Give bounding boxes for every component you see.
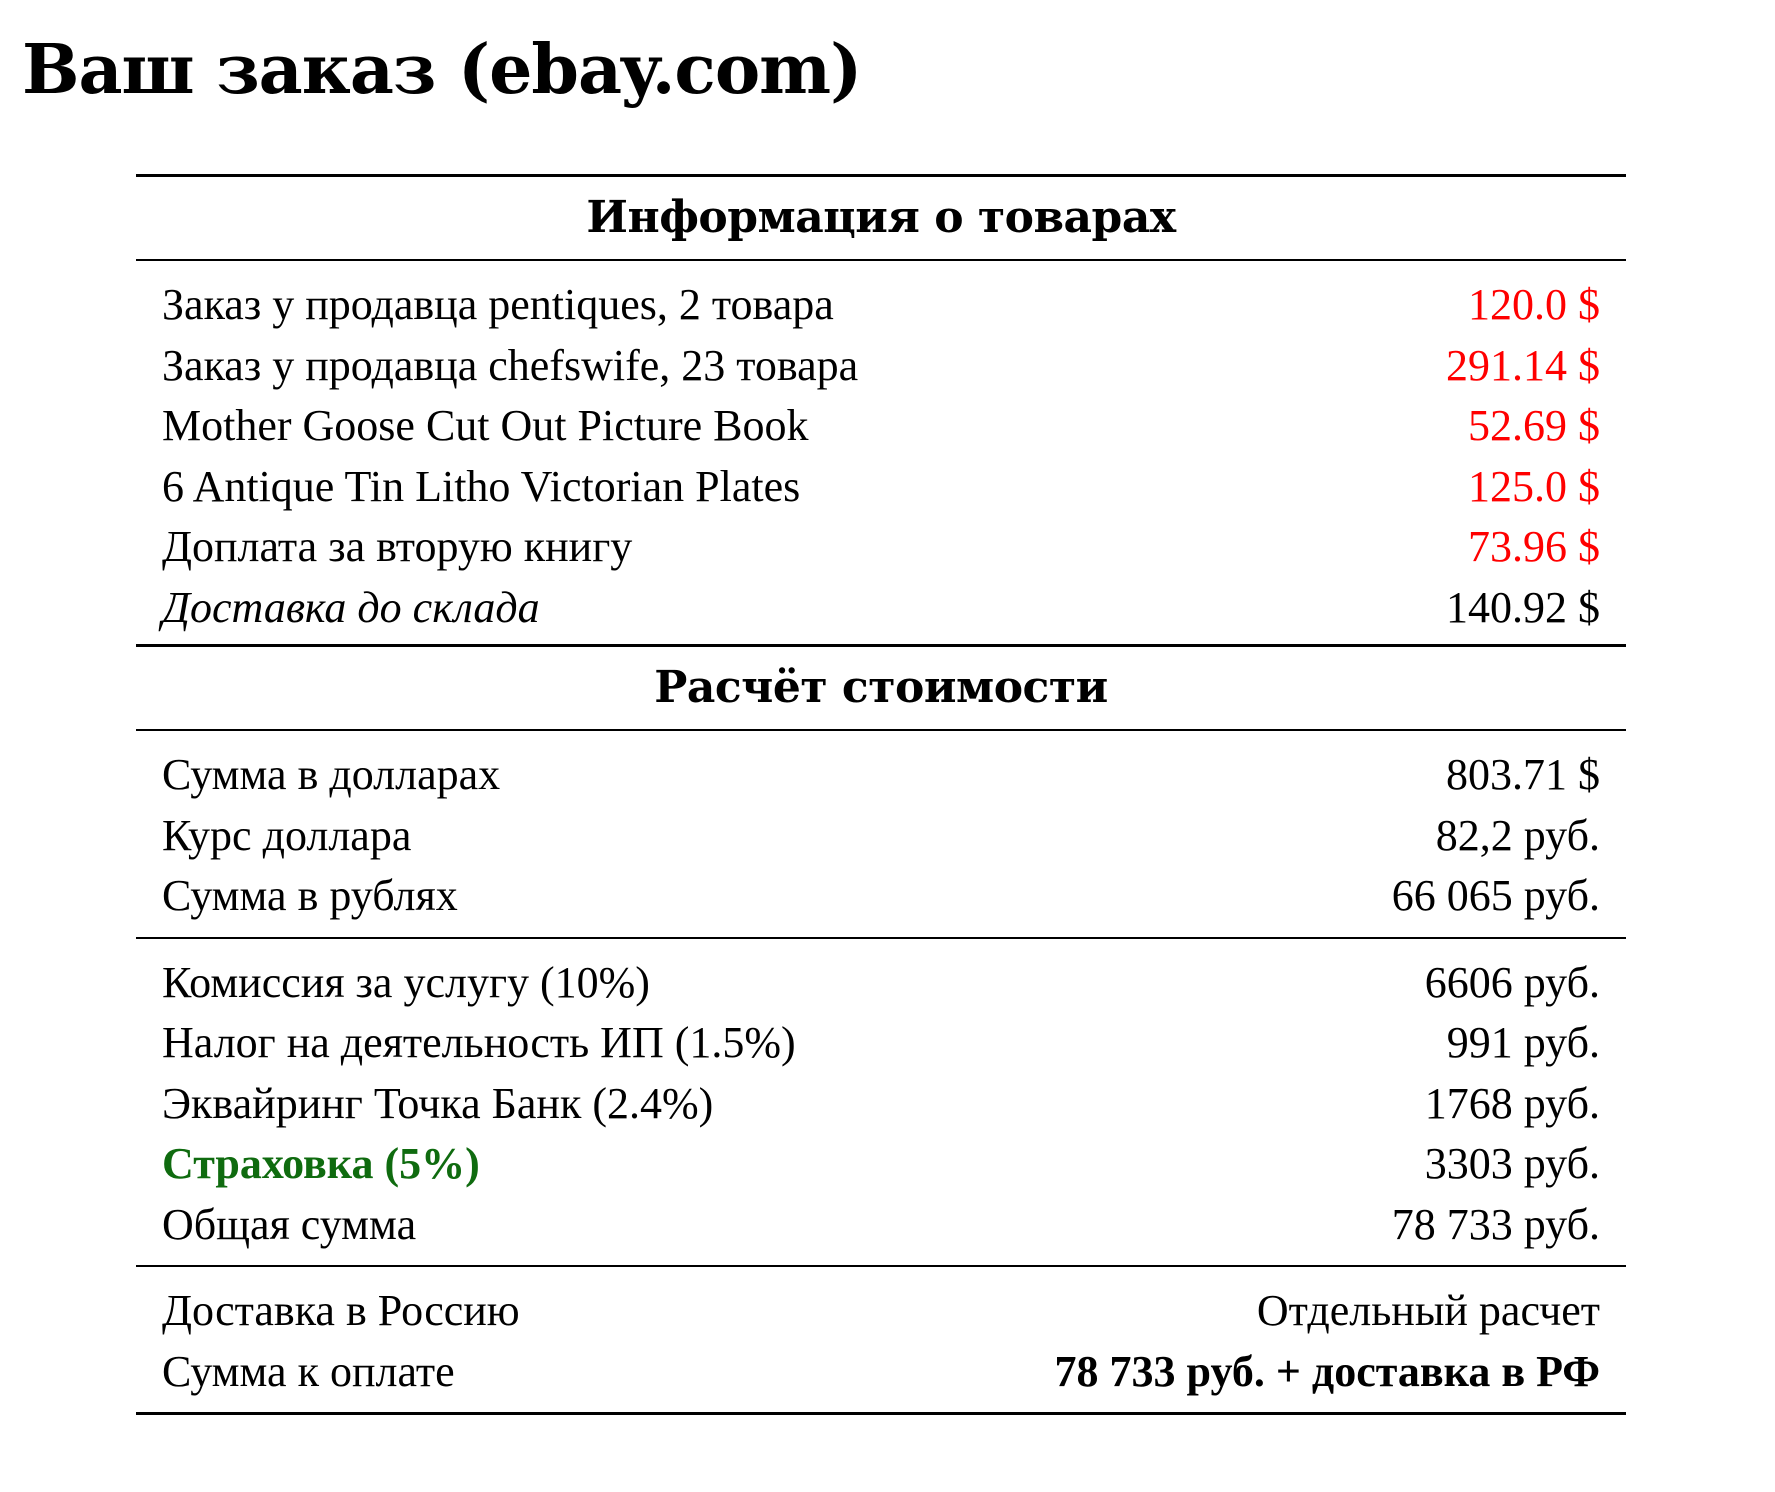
row-value: 6606 руб. xyxy=(1424,957,1600,1007)
item-row-tin-plates xyxy=(162,457,1600,518)
row-label: Сумма к оплате xyxy=(162,1346,455,1396)
item-price: 52.69 $ xyxy=(1468,401,1600,450)
row-value: 1768 руб. xyxy=(1424,1078,1600,1128)
item-label: Mother Goose Cut Out Picture Book xyxy=(162,401,809,450)
russia-shipping-row xyxy=(162,1281,1600,1342)
item-price: 125.0 $ xyxy=(1468,461,1600,511)
item-row-pentiques xyxy=(162,275,1600,336)
commission-row xyxy=(162,953,1600,1014)
row-label: Эквайринг Точка Банк (2.4%) xyxy=(162,1078,714,1128)
item-label: 6 Antique Tin Litho Victorian Plates xyxy=(162,461,801,511)
conversion-list xyxy=(136,731,1626,937)
row-label: Налог на деятельность ИП (1.5%) xyxy=(162,1018,796,1067)
row-value: 78 733 руб. xyxy=(1391,1199,1600,1249)
row-value: Отдельный расчет xyxy=(1256,1286,1600,1335)
final-list xyxy=(136,1267,1626,1412)
item-price: 120.0 $ xyxy=(1468,280,1600,329)
table-bottom-rule xyxy=(136,1412,1626,1415)
row-label: Общая сумма xyxy=(162,1199,417,1249)
item-price: 73.96 $ xyxy=(1468,522,1600,571)
item-price: 291.14 $ xyxy=(1446,340,1600,390)
tax-row xyxy=(162,1013,1600,1074)
sum-usd-row xyxy=(162,745,1600,806)
page-title: Ваш заказ (ebay.com) xyxy=(22,30,862,110)
shipping-price: 140.92 $ xyxy=(1446,582,1600,632)
items-section-header: Информация о товарах xyxy=(586,192,1176,243)
row-label: Доставка в Россию xyxy=(162,1286,520,1335)
fees-list xyxy=(136,939,1626,1266)
row-label: Курс доллара xyxy=(162,810,412,860)
item-label: Заказ у продавца pentiques, 2 товара xyxy=(162,280,834,329)
row-value: 82,2 руб. xyxy=(1435,810,1600,860)
row-value: 991 руб. xyxy=(1446,1018,1600,1067)
sum-rub-row xyxy=(162,866,1600,927)
amount-due-row xyxy=(162,1342,1600,1403)
row-value: 66 065 руб. xyxy=(1391,871,1600,920)
items-list xyxy=(136,261,1626,644)
shipping-label: Доставка до склада xyxy=(162,582,540,632)
row-value: 3303 руб. xyxy=(1424,1139,1600,1188)
item-row-second-book-surcharge xyxy=(162,517,1600,578)
item-label: Заказ у продавца chefswife, 23 товара xyxy=(162,340,859,390)
insurance-label: Страховка (5%) xyxy=(162,1139,480,1188)
exchange-rate-row xyxy=(162,806,1600,867)
item-row-warehouse-shipping xyxy=(162,578,1600,639)
row-value: 803.71 $ xyxy=(1446,750,1600,799)
acquiring-row xyxy=(162,1074,1600,1135)
row-label: Сумма в долларах xyxy=(162,750,501,799)
row-label: Сумма в рублях xyxy=(162,871,458,920)
item-row-mother-goose xyxy=(162,396,1600,457)
item-label: Доплата за вторую книгу xyxy=(162,522,633,571)
order-summary-table xyxy=(136,174,1626,1415)
insurance-row xyxy=(162,1134,1600,1195)
item-row-chefswife xyxy=(162,336,1600,397)
cost-section-header: Расчёт стоимости xyxy=(654,662,1108,713)
total-row xyxy=(162,1195,1600,1256)
amount-due-value: 78 733 руб. + доставка в РФ xyxy=(1054,1346,1600,1396)
row-label: Комиссия за услугу (10%) xyxy=(162,957,650,1007)
